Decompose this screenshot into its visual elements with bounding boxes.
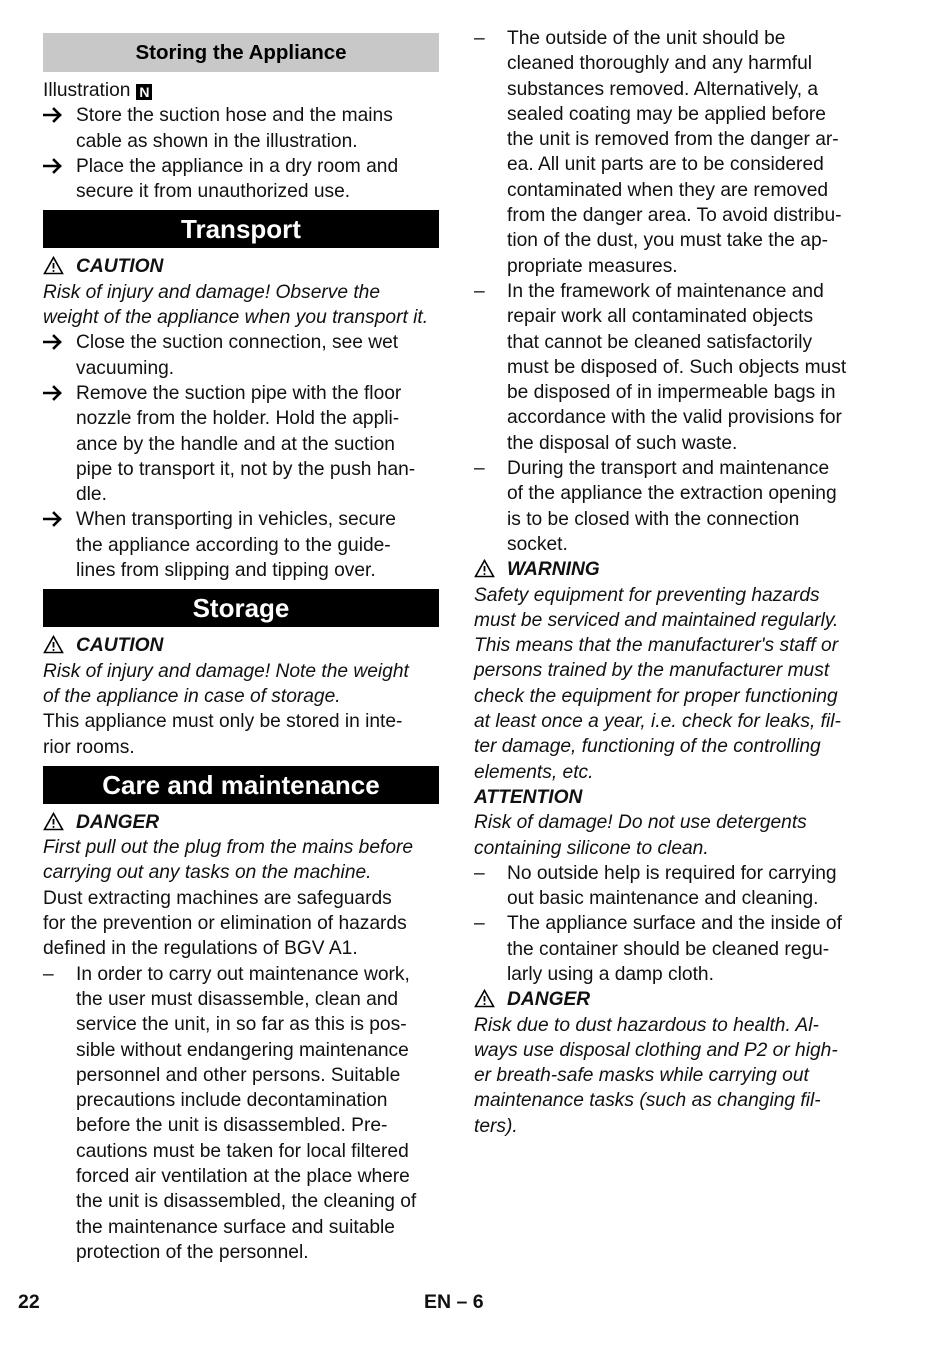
list-item [43,330,439,381]
text-line: Safety equipment for preventing hazards [474,584,820,606]
text-line: out basic maintenance and cleaning. [507,888,819,910]
storing-list [43,103,439,204]
list-item [43,507,439,583]
list-item [474,861,870,912]
left-column [43,26,439,1265]
page-id: EN – 6 [424,1291,484,1313]
text-line: from the danger area. To avoid distribu- [507,205,842,227]
text-line: carrying out any tasks on the machine. [43,862,372,884]
attention-text [474,810,870,861]
text-line: socket. [507,533,568,555]
illustration-ref: Illustration N [43,78,439,103]
arrow-right-icon [43,330,63,355]
list-item [474,911,870,987]
text-line: Store the suction hose and the mains [76,105,393,127]
text-line: for the prevention or elimination of hazards [43,913,407,935]
text-line: propriate measures. [507,255,678,277]
text-line: Place the appliance in a dry room and [76,155,399,177]
text-line: ea. All unit parts are to be considered [507,154,824,176]
list-item [43,103,439,154]
right-column [474,26,870,1139]
arrow-right-icon [43,103,63,128]
text-line: In the framework of maintenance and [507,280,824,302]
warning-triangle-icon [43,256,64,275]
warning-triangle-icon [474,559,495,578]
page-number: 22 [18,1291,40,1313]
text-line: The appliance surface and the inside of [507,913,842,935]
text-line: persons trained by the manufacturer must [474,660,830,682]
text-line: ters). [474,1115,518,1137]
text-line: is to be closed with the connection [507,508,800,530]
text-line: forced air ventilation at the place where [76,1165,410,1187]
list-dash: – [474,913,485,935]
text-line: that cannot be cleaned satisfactorily [507,331,813,353]
heading-transport: Transport [43,210,439,248]
text-line: check the equipment for proper functioning [474,685,838,707]
text-line: ter damage, functioning of the controlling [474,736,821,758]
care-danger-text [43,835,439,886]
text-line: the container should be cleaned regu- [507,938,830,960]
warning-triangle-icon [43,635,64,654]
list-dash: – [43,963,54,985]
text-line: weight of the appliance when you transport it. [43,307,429,329]
list-dash: – [474,28,485,49]
text-line: lines from slipping and tipping over. [76,560,376,582]
list-dash: – [474,862,485,884]
storage-caution-text [43,659,439,710]
illustration-letter: N [136,84,152,100]
text-line: the maintenance surface and suitable [76,1216,395,1238]
text-line: sible without endangering maintenance [76,1039,409,1061]
arrow-right-icon [43,154,63,179]
list-dash: – [474,280,485,302]
warning-triangle-icon [474,989,495,1008]
text-line: the unit is disassembled, the cleaning of [76,1191,417,1213]
danger-label: DANGER [474,987,870,1012]
transport-caution-text [43,280,439,331]
list-item [43,962,439,1266]
text-line: substances removed. Alternatively, a [507,78,819,100]
list-item [43,381,439,507]
storage-body-text [43,709,439,760]
heading-care-maintenance: Care and maintenance [43,766,439,804]
text-line: accordance with the valid provisions for [507,407,842,429]
text-line: Remove the suction pipe with the floor [76,382,402,404]
warning-text [474,583,870,785]
heading-storage: Storage [43,589,439,627]
text-line: precautions include decontamination [76,1090,388,1112]
text-line: cable as shown in the illustration. [76,130,358,152]
text-line: No outside help is required for carrying [507,862,837,884]
list-item [474,26,870,279]
text-line: Risk of injury and damage! Note the weight [43,660,409,682]
text-line: ance by the handle and at the suction [76,433,395,455]
transport-list [43,330,439,583]
text-line: the appliance according to the guide- [76,534,391,556]
text-line: First pull out the plug from the mains before [43,837,414,859]
text-line: personnel and other persons. Suitable [76,1064,401,1086]
text-line: This means that the manufacturer's staff or [474,635,839,657]
text-line: before the unit is disassembled. Pre- [76,1115,388,1137]
text-line: nozzle from the holder. Hold the appli- [76,408,400,430]
list-item [474,456,870,557]
text-line: the disposal of such waste. [507,432,738,454]
text-line: of the appliance the extraction opening [507,483,837,505]
arrow-right-icon [43,381,63,406]
text-line: must be serviced and maintained regularly. [474,609,839,631]
attention-label: ATTENTION [474,786,583,808]
text-line: maintenance tasks (such as changing fil- [474,1090,821,1112]
text-line: be disposed of in impermeable bags in [507,382,836,404]
text-line: vacuuming. [76,357,175,379]
list-dash: – [474,458,485,480]
care-list [43,962,439,1266]
care-body-text [43,886,439,962]
text-line: service the unit, in so far as this is pos- [76,1014,407,1036]
text-line: of the appliance in case of storage. [43,685,341,707]
list-item [43,154,439,205]
right-list-mid [474,861,870,987]
right-list-top [474,26,870,557]
text-line: This appliance must only be stored in inte- [43,711,403,733]
text-line: Risk of injury and damage! Observe the [43,281,381,303]
arrow-right-icon [43,507,63,532]
text-line: contaminated when they are removed [507,179,829,201]
text-line: at least once a year, i.e. check for leaks, fil- [474,711,841,733]
warning-label: WARNING [474,557,870,582]
text-line: repair work all contaminated objects [507,306,814,328]
text-line: sealed coating may be applied before [507,103,826,125]
text-line: defined in the regulations of BGV A1. [43,938,358,960]
text-line: ways use disposal clothing and P2 or high- [474,1039,838,1061]
text-line: rior rooms. [43,736,135,758]
text-line: containing silicone to clean. [474,837,709,859]
storage-caution-label: CAUTION [43,633,439,658]
text-line: the user must disassemble, clean and [76,988,399,1010]
text-line: must be disposed of. Such objects must [507,356,847,378]
danger-text [474,1013,870,1139]
transport-caution-label: CAUTION [43,254,439,279]
text-line: During the transport and maintenance [507,458,830,480]
text-line: tion of the dust, you must take the ap- [507,230,829,252]
text-line: The outside of the unit should be [507,28,786,49]
text-line: elements, etc. [474,761,594,783]
text-line: dle. [76,484,107,506]
text-line: protection of the personnel. [76,1241,309,1263]
warning-triangle-icon [43,812,64,831]
text-line: pipe to transport it, not by the push han- [76,458,416,480]
text-line: secure it from unauthorized use. [76,181,351,203]
care-danger-label: DANGER [43,810,439,835]
text-line: When transporting in vehicles, secure [76,509,396,531]
text-line: larly using a damp cloth. [507,963,714,985]
text-line: Close the suction connection, see wet [76,332,399,354]
list-item [474,279,870,456]
text-line: er breath-safe masks while carrying out [474,1065,809,1087]
text-line: the unit is removed from the danger ar- [507,129,839,151]
text-line: Risk due to dust hazardous to health. Al- [474,1014,819,1036]
text-line: cleaned thoroughly and any harmful [507,53,813,75]
text-line: Risk of damage! Do not use detergents [474,812,807,834]
text-line: In order to carry out maintenance work, [76,963,410,985]
heading-storing-appliance: Storing the Appliance [43,33,439,72]
text-line: Dust extracting machines are safeguards [43,887,392,909]
text-line: cautions must be taken for local filtered [76,1140,409,1162]
